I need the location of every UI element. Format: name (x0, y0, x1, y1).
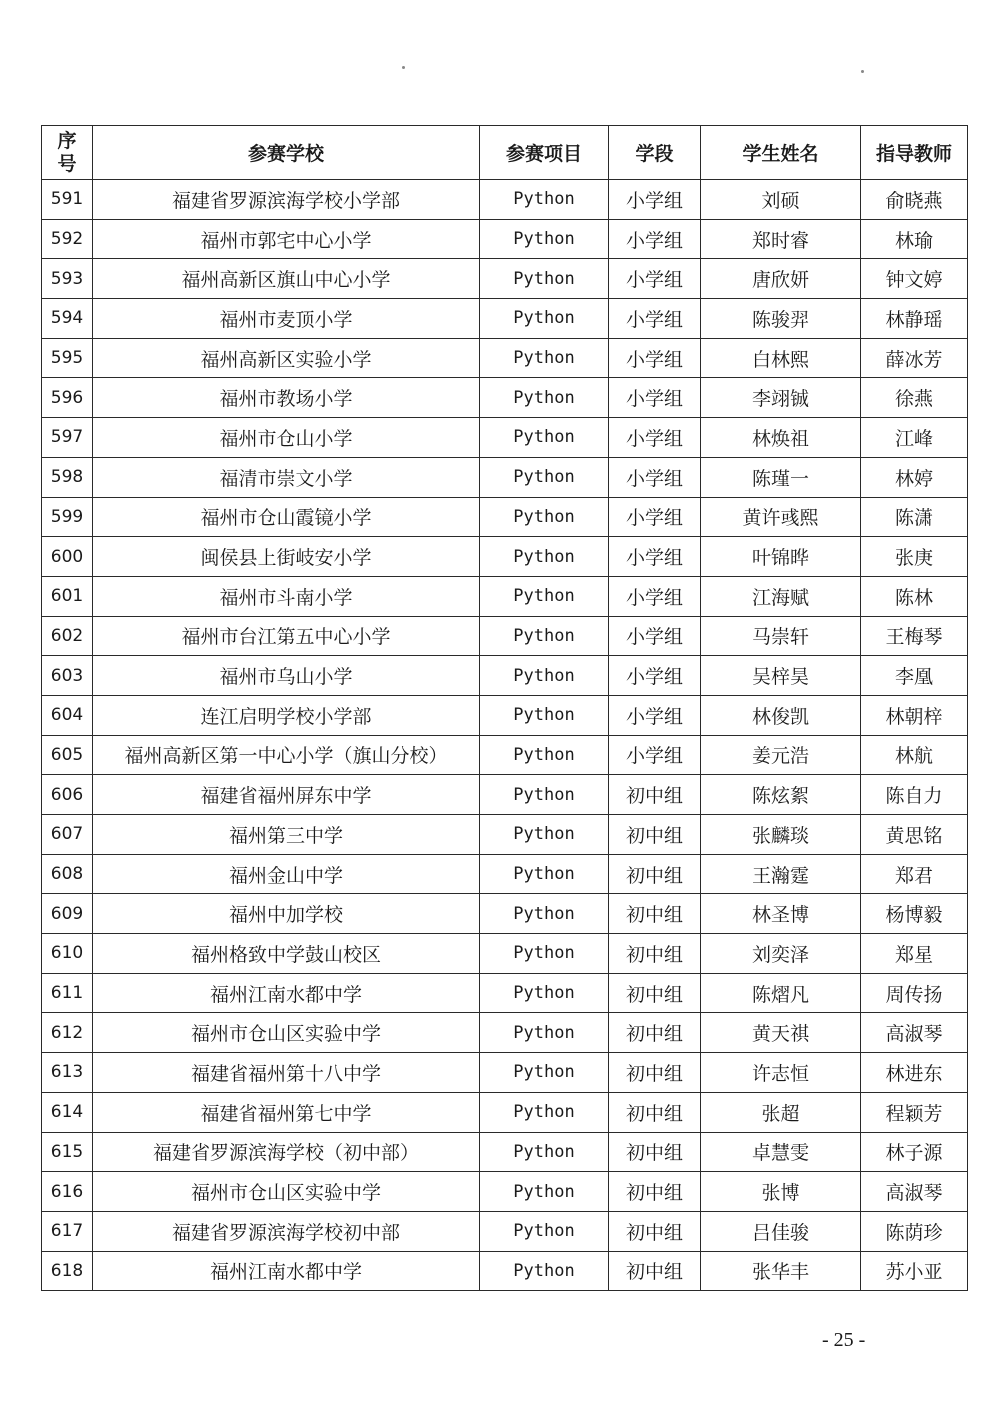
cell-teacher: 林进东 (861, 1053, 968, 1093)
table-row (42, 576, 968, 616)
cell-student: 郑时睿 (701, 219, 861, 259)
cell-teacher: 郑星 (861, 934, 968, 974)
cell-school: 福州市仓山小学 (93, 418, 480, 458)
cell-seq: 599 (42, 497, 93, 537)
table-row (42, 299, 968, 339)
cell-stage: 小学组 (609, 180, 701, 220)
cell-stage: 小学组 (609, 457, 701, 497)
header-student: 学生姓名 (701, 126, 861, 180)
cell-seq: 604 (42, 695, 93, 735)
header-project: 参赛项目 (480, 126, 609, 180)
cell-school: 福州江南水都中学 (93, 973, 480, 1013)
cell-seq: 595 (42, 338, 93, 378)
cell-stage: 小学组 (609, 497, 701, 537)
cell-school: 福建省罗源滨海学校小学部 (93, 180, 480, 220)
cell-stage: 初中组 (609, 1132, 701, 1172)
cell-student: 王瀚霆 (701, 854, 861, 894)
cell-school: 福州市仓山霞镜小学 (93, 497, 480, 537)
cell-student: 张华丰 (701, 1251, 861, 1291)
cell-school: 福建省罗源滨海学校初中部 (93, 1211, 480, 1251)
cell-student: 张麟琰 (701, 815, 861, 855)
cell-seq: 600 (42, 537, 93, 577)
cell-teacher: 黄思铭 (861, 815, 968, 855)
cell-project: Python (480, 219, 609, 259)
cell-seq: 605 (42, 735, 93, 775)
cell-student: 白林熙 (701, 338, 861, 378)
table-row (42, 180, 968, 220)
cell-seq: 616 (42, 1172, 93, 1212)
table-row (42, 695, 968, 735)
cell-teacher: 郑君 (861, 854, 968, 894)
cell-school: 福建省福州第十八中学 (93, 1053, 480, 1093)
cell-stage: 初中组 (609, 934, 701, 974)
cell-stage: 小学组 (609, 656, 701, 696)
header-seq: 序 号 (42, 126, 93, 180)
cell-project: Python (480, 1013, 609, 1053)
cell-school: 福州市麦顶小学 (93, 299, 480, 339)
cell-stage: 初中组 (609, 1053, 701, 1093)
table-row (42, 1092, 968, 1132)
cell-school: 福州市郭宅中心小学 (93, 219, 480, 259)
cell-stage: 小学组 (609, 616, 701, 656)
cell-student: 林俊凯 (701, 695, 861, 735)
cell-stage: 小学组 (609, 378, 701, 418)
cell-school: 福州中加学校 (93, 894, 480, 934)
cell-stage: 小学组 (609, 418, 701, 458)
table-row (42, 1013, 968, 1053)
cell-seq: 601 (42, 576, 93, 616)
cell-project: Python (480, 1211, 609, 1251)
cell-project: Python (480, 735, 609, 775)
cell-stage: 初中组 (609, 775, 701, 815)
cell-teacher: 陈自力 (861, 775, 968, 815)
cell-student: 张超 (701, 1092, 861, 1132)
cell-teacher: 俞晓燕 (861, 180, 968, 220)
cell-stage: 初中组 (609, 815, 701, 855)
cell-stage: 初中组 (609, 1251, 701, 1291)
cell-seq: 615 (42, 1132, 93, 1172)
table-row (42, 338, 968, 378)
cell-school: 福州高新区第一中心小学（旗山分校） (93, 735, 480, 775)
cell-teacher: 陈荫珍 (861, 1211, 968, 1251)
cell-stage: 小学组 (609, 299, 701, 339)
cell-project: Python (480, 378, 609, 418)
scan-speck (861, 70, 864, 73)
cell-school: 福州金山中学 (93, 854, 480, 894)
cell-project: Python (480, 338, 609, 378)
cell-project: Python (480, 894, 609, 934)
competition-results-table (41, 125, 968, 1291)
cell-student: 姜元浩 (701, 735, 861, 775)
cell-seq: 606 (42, 775, 93, 815)
cell-seq: 609 (42, 894, 93, 934)
cell-project: Python (480, 1132, 609, 1172)
cell-student: 吕佳骏 (701, 1211, 861, 1251)
cell-stage: 小学组 (609, 576, 701, 616)
cell-student: 陈骏羿 (701, 299, 861, 339)
cell-student: 张博 (701, 1172, 861, 1212)
cell-project: Python (480, 973, 609, 1013)
cell-school: 福清市崇文小学 (93, 457, 480, 497)
cell-school: 福州市教场小学 (93, 378, 480, 418)
cell-stage: 初中组 (609, 1013, 701, 1053)
cell-student: 许志恒 (701, 1053, 861, 1093)
cell-project: Python (480, 695, 609, 735)
cell-project: Python (480, 1092, 609, 1132)
table-row (42, 973, 968, 1013)
cell-teacher: 杨博毅 (861, 894, 968, 934)
cell-student: 江海赋 (701, 576, 861, 616)
cell-teacher: 周传扬 (861, 973, 968, 1013)
cell-teacher: 张庚 (861, 537, 968, 577)
table-row (42, 537, 968, 577)
cell-student: 唐欣妍 (701, 259, 861, 299)
cell-project: Python (480, 576, 609, 616)
cell-stage: 小学组 (609, 338, 701, 378)
table-row (42, 616, 968, 656)
cell-seq: 608 (42, 854, 93, 894)
cell-teacher: 高淑琴 (861, 1172, 968, 1212)
table-row (42, 735, 968, 775)
table-row (42, 457, 968, 497)
cell-project: Python (480, 1172, 609, 1212)
cell-teacher: 江峰 (861, 418, 968, 458)
table-row (42, 497, 968, 537)
page-number: - 25 - (822, 1329, 866, 1351)
cell-stage: 初中组 (609, 854, 701, 894)
cell-school: 福州江南水都中学 (93, 1251, 480, 1291)
table-row (42, 894, 968, 934)
cell-stage: 初中组 (609, 1092, 701, 1132)
cell-project: Python (480, 775, 609, 815)
cell-seq: 618 (42, 1251, 93, 1291)
table-row (42, 854, 968, 894)
table-row (42, 656, 968, 696)
cell-school: 福州高新区实验小学 (93, 338, 480, 378)
cell-seq: 591 (42, 180, 93, 220)
cell-project: Python (480, 934, 609, 974)
header-stage: 学段 (609, 126, 701, 180)
cell-student: 刘奕泽 (701, 934, 861, 974)
cell-teacher: 薛冰芳 (861, 338, 968, 378)
cell-student: 刘硕 (701, 180, 861, 220)
cell-stage: 小学组 (609, 537, 701, 577)
cell-project: Python (480, 497, 609, 537)
cell-school: 福州格致中学鼓山校区 (93, 934, 480, 974)
cell-school: 福州市仓山区实验中学 (93, 1013, 480, 1053)
cell-school: 连江启明学校小学部 (93, 695, 480, 735)
table-row (42, 1211, 968, 1251)
cell-school: 福州第三中学 (93, 815, 480, 855)
cell-seq: 613 (42, 1053, 93, 1093)
cell-seq: 614 (42, 1092, 93, 1132)
cell-project: Python (480, 299, 609, 339)
cell-seq: 597 (42, 418, 93, 458)
table-row (42, 1053, 968, 1093)
cell-student: 李翊铖 (701, 378, 861, 418)
cell-teacher: 陈林 (861, 576, 968, 616)
cell-student: 林焕祖 (701, 418, 861, 458)
table-header-row (42, 126, 968, 180)
cell-teacher: 李凰 (861, 656, 968, 696)
header-school: 参赛学校 (93, 126, 480, 180)
cell-school: 福州市斗南小学 (93, 576, 480, 616)
table-row (42, 815, 968, 855)
cell-school: 福州高新区旗山中心小学 (93, 259, 480, 299)
table-row (42, 1132, 968, 1172)
cell-project: Python (480, 1053, 609, 1093)
cell-student: 卓慧雯 (701, 1132, 861, 1172)
table-row (42, 418, 968, 458)
cell-student: 叶锦晔 (701, 537, 861, 577)
cell-student: 马崇轩 (701, 616, 861, 656)
scan-speck (402, 66, 405, 69)
cell-student: 陈熠凡 (701, 973, 861, 1013)
cell-teacher: 徐燕 (861, 378, 968, 418)
cell-student: 陈瑾一 (701, 457, 861, 497)
cell-project: Python (480, 616, 609, 656)
cell-teacher: 钟文婷 (861, 259, 968, 299)
cell-school: 福建省罗源滨海学校（初中部） (93, 1132, 480, 1172)
cell-stage: 小学组 (609, 735, 701, 775)
cell-student: 陈炫絮 (701, 775, 861, 815)
cell-seq: 592 (42, 219, 93, 259)
cell-stage: 小学组 (609, 695, 701, 735)
cell-teacher: 林静瑶 (861, 299, 968, 339)
cell-teacher: 林子源 (861, 1132, 968, 1172)
cell-project: Python (480, 457, 609, 497)
cell-project: Python (480, 854, 609, 894)
cell-stage: 初中组 (609, 1211, 701, 1251)
cell-student: 黄许彧熙 (701, 497, 861, 537)
cell-seq: 593 (42, 259, 93, 299)
header-teacher: 指导教师 (861, 126, 968, 180)
cell-student: 黄天祺 (701, 1013, 861, 1053)
cell-seq: 610 (42, 934, 93, 974)
cell-school: 闽侯县上街岐安小学 (93, 537, 480, 577)
cell-teacher: 陈潇 (861, 497, 968, 537)
cell-student: 林圣博 (701, 894, 861, 934)
cell-school: 福建省福州第七中学 (93, 1092, 480, 1132)
cell-seq: 617 (42, 1211, 93, 1251)
cell-teacher: 林朝梓 (861, 695, 968, 735)
table-row (42, 1172, 968, 1212)
cell-seq: 602 (42, 616, 93, 656)
cell-seq: 594 (42, 299, 93, 339)
cell-teacher: 苏小亚 (861, 1251, 968, 1291)
cell-seq: 603 (42, 656, 93, 696)
cell-school: 福州市仓山区实验中学 (93, 1172, 480, 1212)
cell-teacher: 林瑜 (861, 219, 968, 259)
cell-school: 福建省福州屏东中学 (93, 775, 480, 815)
cell-seq: 607 (42, 815, 93, 855)
cell-project: Python (480, 815, 609, 855)
cell-student: 吴梓昊 (701, 656, 861, 696)
table-row (42, 259, 968, 299)
cell-project: Python (480, 537, 609, 577)
cell-seq: 598 (42, 457, 93, 497)
table-row (42, 378, 968, 418)
cell-seq: 612 (42, 1013, 93, 1053)
table-row (42, 934, 968, 974)
cell-teacher: 林航 (861, 735, 968, 775)
cell-stage: 初中组 (609, 894, 701, 934)
cell-teacher: 高淑琴 (861, 1013, 968, 1053)
cell-teacher: 程颖芳 (861, 1092, 968, 1132)
cell-project: Python (480, 259, 609, 299)
cell-school: 福州市台江第五中心小学 (93, 616, 480, 656)
table-row (42, 775, 968, 815)
cell-teacher: 林婷 (861, 457, 968, 497)
cell-seq: 596 (42, 378, 93, 418)
cell-stage: 初中组 (609, 1172, 701, 1212)
cell-school: 福州市乌山小学 (93, 656, 480, 696)
cell-project: Python (480, 1251, 609, 1291)
table-row (42, 219, 968, 259)
cell-seq: 611 (42, 973, 93, 1013)
cell-project: Python (480, 656, 609, 696)
cell-project: Python (480, 418, 609, 458)
cell-project: Python (480, 180, 609, 220)
table-row (42, 1251, 968, 1291)
cell-stage: 小学组 (609, 259, 701, 299)
cell-stage: 初中组 (609, 973, 701, 1013)
cell-stage: 小学组 (609, 219, 701, 259)
cell-teacher: 王梅琴 (861, 616, 968, 656)
